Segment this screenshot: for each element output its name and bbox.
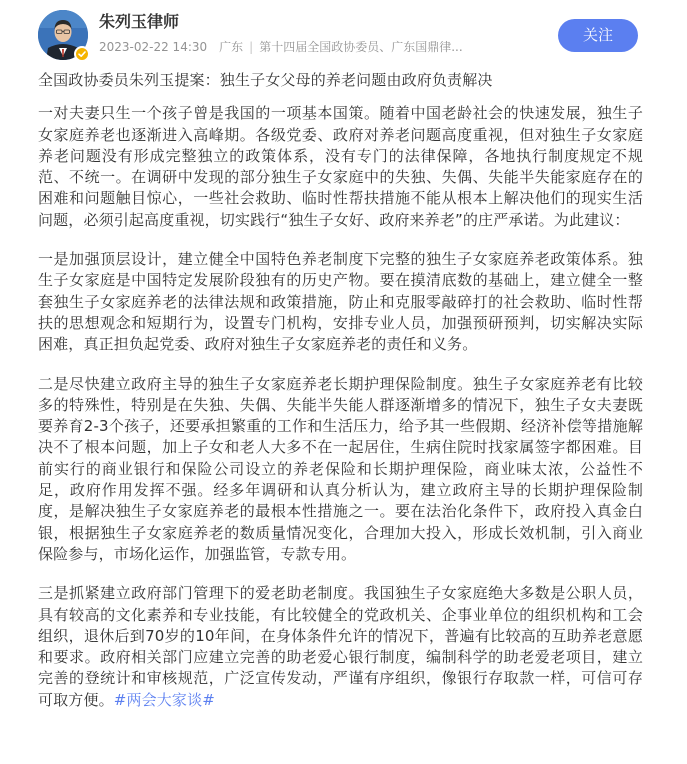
author-name[interactable]: 朱列玉律师 bbox=[99, 12, 180, 31]
post-paragraph-4-text: 三是抓紧建立政府部门管理下的爱老助老制度。我国独生子女家庭绝大多数是公职人员，具有较高的文化素养和专业技能，有比较健全的党政机关、企事业单位的组织机构和工会组织，退休后到70岁的10年间，在身体条件允许的情况下，普遍有比较高的互助养老意愿和要求。政府相关部门应建立完善的助老爱心银行制度，编制科学的助老爱老项目，建立完善的登统计和审核规范，广泛宣传发动，严谨有序组织，像银行存取款一样，可信可存可取方便。 bbox=[38, 584, 643, 709]
post-header bbox=[0, 0, 687, 66]
post-body bbox=[38, 70, 643, 711]
hashtag-link[interactable]: #两会大家谈# bbox=[113, 690, 215, 709]
post-paragraph-3: 二是尽快建立政府主导的独生子女家庭养老长期护理保险制度。独生子女家庭养老有比较多的特殊性，特别是在失独、失偶、失能半失能人群逐渐增多的情况下，独生子女夫妻既要养育2-3个孩子，还要承担繁重的工作和生活压力，给予其一些假期、经济补偿等措施解决不了根本问题，加上子女和老人大多不在一起居住，生病住院时找家属签字都困难。目前实行的商业银行和保险公司设立的养老保险和长期护理保险，商业味太浓，公益性不足，政府作用发挥不强。经多年调研和认真分析认为，建立政府主导的长期护理保险制度，是解决独生子女家庭养老的最根本性措施之一。要在法治化条件下，政府投入真金白银，根据独生子女家庭养老的数质量情况变化，合理加大投入，形成长效机制，引入商业保险参与，市场化运作，加强监管，专款专用。 bbox=[38, 374, 643, 563]
post-paragraph-2: 一是加强顶层设计，建立健全中国特色养老制度下完整的独生子女家庭养老政策体系。独生子女家庭是中国特定发展阶段独有的历史产物。要在摸清底数的基础上，建立健全一整套独生子女家庭养老的法律法规和政策措施，防止和克服零敲碎打的社会救助、临时性帮扶的思想观念和短期行为，设置专门机构，安排专业人员，加强预研预判，切实解决实际困难，真正担负起党委、政府对独生子女家庭养老的责任和义务。 bbox=[38, 250, 643, 354]
post-location: 广东 bbox=[219, 39, 244, 54]
post-paragraph-4 bbox=[38, 583, 643, 711]
post-paragraph-1: 一对夫妻只生一个孩子曾是我国的一项基本国策。随着中国老龄社会的快速发展，独生子女家庭养老也逐渐进入高峰期。各级党委、政府对养老问题高度重视，但对独生子女家庭养老问题没有形成完整独立的政策体系，没有专门的法律保障，各地执行制度规定不规范、不统一。在调研中发现的部分独生子女家庭中的失独、失偶、失能半失能家庭存在的困难和问题触目惊心，一些社会救助、临时性帮扶措施不能从根本上解决他们的现实生活问题，必须引起高度重视，切实践行“独生子女好、政府来养老”的庄严承诺。为此建议： bbox=[38, 104, 643, 229]
meta-divider: | bbox=[249, 39, 254, 54]
post-timestamp[interactable]: 2023-02-22 14:30 bbox=[99, 39, 208, 54]
post-title: 全国政协委员朱列玉提案：独生子女父母的养老问题由政府负责解决 bbox=[38, 71, 493, 89]
follow-button[interactable]: 关注 bbox=[558, 19, 638, 52]
avatar[interactable] bbox=[38, 10, 88, 60]
post-meta bbox=[99, 38, 463, 55]
verified-badge-icon bbox=[74, 46, 90, 62]
post-source: 第十四届全国政协委员、广东国鼎律... bbox=[259, 39, 463, 54]
